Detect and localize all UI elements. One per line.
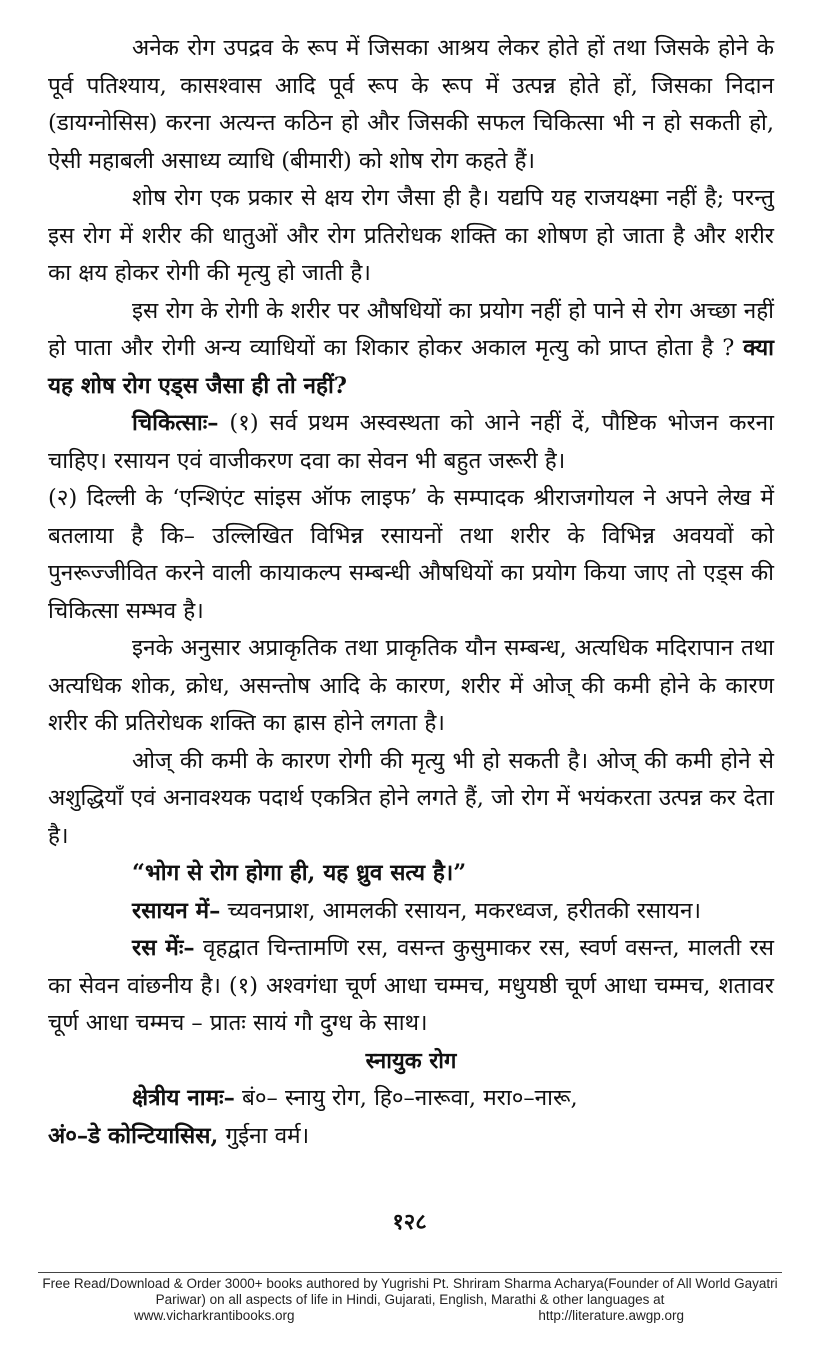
paragraph-rasayan — [48, 893, 774, 931]
footer-link-awgp[interactable]: http://literature.awgp.org — [538, 1308, 684, 1323]
paragraph-text: इनके अनुसार अप्राकृतिक तथा प्राकृतिक यौन सम्बन्ध, अत्यधिक मदिरापान तथा अत्यधिक शोक, क्रोध, असन्तोष आदि के कारण, शरीर में ओज् की कमी होने के कारण शरीर की प्रतिरोधक शक्ति का ह्रास होने लगता है। — [48, 635, 774, 736]
paragraph-text: गुईना वर्म। — [225, 1122, 310, 1149]
footer-links — [38, 1308, 782, 1324]
quote-bhog: “भोग से रोग होगा ही, यह ध्रुव सत्य है।” — [132, 860, 467, 886]
paragraph-shosh-kshay — [48, 180, 774, 293]
paragraph-regional-names — [48, 1080, 774, 1155]
footer-divider — [38, 1272, 782, 1273]
footer-text: Free Read/Download & Order 3000+ books authored by Yugrishi Pt. Shriram Sharma Acharya(Founder of All World Gayatri Pariwar) on all aspects of life in Hindi, Gujarati, English, Marathi & other languages at — [42, 1276, 778, 1307]
paragraph-text: बं०– स्नायु रोग, हि०–नारूवा, मरा०–नारू, — [242, 1085, 578, 1111]
paragraph-text: इस रोग के रोगी के शरीर पर औषधियों का प्रयोग नहीं हो पाने से रोग अच्छा नहीं हो पाता और रोगी अन्य व्याधियों का शिकार होकर अकाल मृत्यु को प्राप्त होता है ? — [48, 297, 774, 361]
page-number: १२८ — [392, 1210, 427, 1235]
bold-question: क्या यह शोष रोग एड्स जैसा ही तो नहीं? — [48, 335, 774, 399]
paragraph-oj — [48, 743, 774, 856]
paragraph-shosh-definition — [48, 30, 774, 180]
page-body — [48, 30, 774, 1155]
paragraph-shosh-aids — [48, 293, 774, 406]
paragraph-text: (२) दिल्ली के ‘एन्शिएंट सांइस ऑफ लाइफ’ के सम्पादक श्रीराजगोयल ने अपने लेख में बतलाया है कि– उल्लिखित विभिन्न रसायनों तथा शरीर के विभिन्न अवयवों को पुनरूज्जीवित करने वाली कायाकल्प सम्बन्धी औषधियों का प्रयोग किया जाए तो एड्स की चिकित्सा सम्भव है। — [48, 485, 774, 624]
paragraph-ras — [48, 930, 774, 1043]
rasayan-label: रसायन में– — [132, 897, 221, 924]
section-heading: स्नायुक रोग — [365, 1047, 457, 1074]
paragraph-text: वृहद्वात चिन्तामणि रस, वसन्त कुसुमाकर रस, स्वर्ण वसन्त, मालती रस का सेवन वांछनीय है। (१) अश्वगंधा चूर्ण आधा चम्मच, मधुयष्ठी चूर्ण आधा चम्मच, शतावर चूर्ण आधा चम्मच – प्रातः सायं गौ दुग्ध के साथ। — [48, 935, 774, 1036]
footer-link-vicharkranti[interactable]: www.vicharkrantibooks.org — [134, 1308, 295, 1323]
treatment-label: चिकित्साः– — [132, 410, 219, 436]
paragraph-text: शोष रोग एक प्रकार से क्षय रोग जैसा ही है। यद्यपि यह राजयक्ष्मा नहीं है; परन्तु इस रोग में शरीर की धातुओं और रोग प्रतिरोधक शक्ति का शोषण हो जाता है और शरीर का क्षय होकर रोगी की मृत्यु हो जाती है। — [48, 185, 774, 286]
english-name-label: अं०–डे कोन्टियासिस, — [48, 1122, 219, 1149]
paragraph-treatment-2 — [48, 480, 774, 630]
footer — [38, 1276, 782, 1324]
paragraph-text: ओज् की कमी के कारण रोगी की मृत्यु भी हो सकती है। ओज् की कमी होने से अशुद्धियाँ एवं अनावश्यक पदार्थ एकत्रित होने लगते हैं, जो रोग में भयंकरता उत्पन्न कर देता है। — [48, 747, 774, 849]
paragraph-text: अनेक रोग उपद्रव के रूप में जिसका आश्रय लेकर होते हों तथा जिसके होने के पूर्व पतिश्याय, कासश्वास आदि पूर्व रूप के रूप में उत्पन्न होते हों, जिसका निदान (डायग्नोसिस) करना अत्यन्त कठिन हो और जिसकी सफल चिकित्सा भी न हो सकती हो, ऐसी महाबली असाध्य व्याधि (बीमारी) को शोष रोग कहते हैं। — [48, 35, 774, 174]
paragraph-text: (१) सर्व प्रथम अस्वस्थता को आने नहीं दें, पौष्टिक भोजन करना चाहिए। रसायन एवं वाजीकरण दवा का सेवन भी बहुत जरूरी है। — [48, 410, 774, 474]
paragraph-text: च्यवनप्राश, आमलकी रसायन, मकरध्वज, हरीतकी रसायन। — [227, 897, 701, 924]
paragraph-causes — [48, 630, 774, 743]
ras-label: रस मेंः– — [132, 935, 195, 961]
regional-label: क्षेत्रीय नामः– — [132, 1085, 235, 1111]
paragraph-treatment — [48, 405, 774, 480]
